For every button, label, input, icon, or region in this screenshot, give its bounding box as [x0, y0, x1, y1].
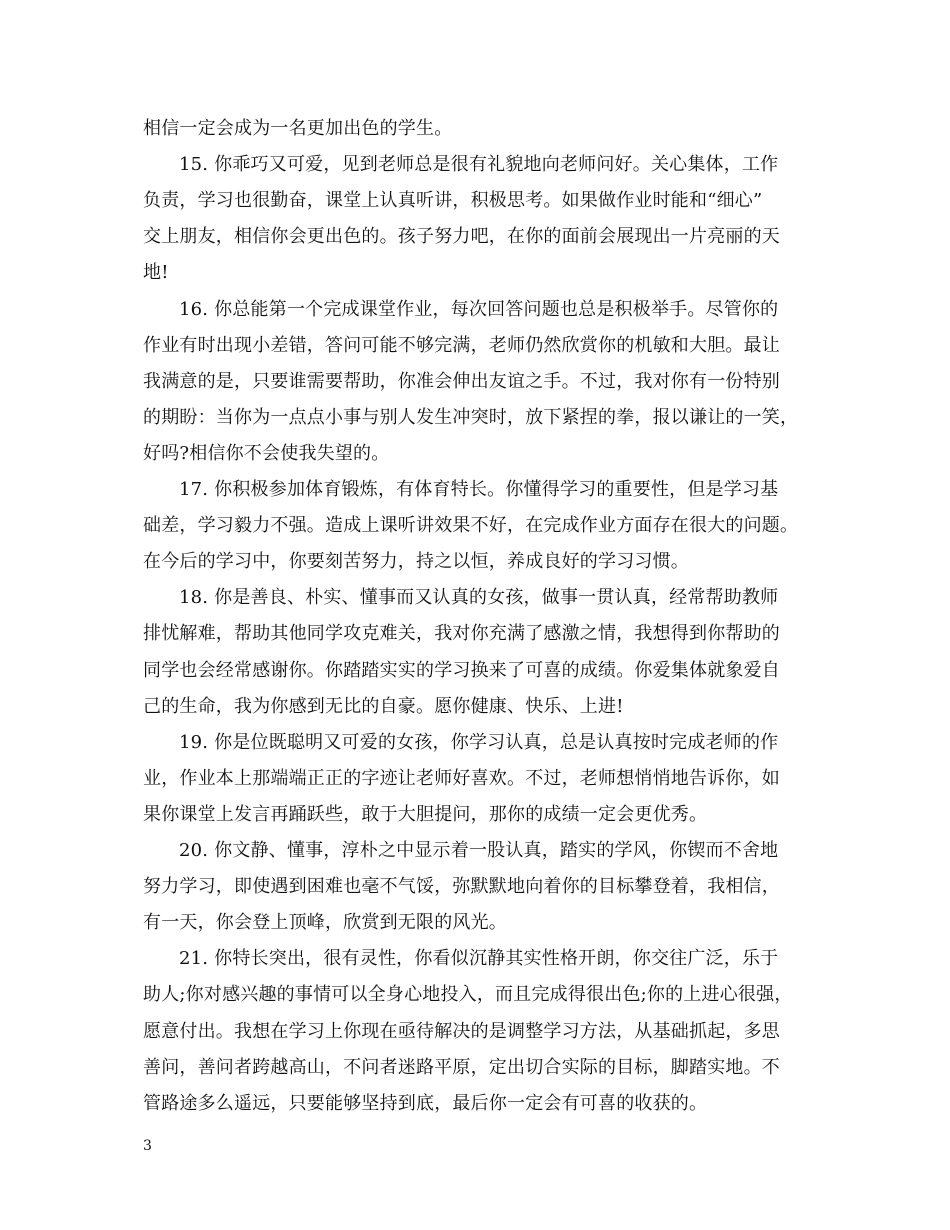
- text-line-4: 交上朋友，相信你会更出色的。孩子努力吧，在你的面前会展现出一片亮丽的天: [143, 226, 780, 248]
- text-line-27: 善问，善问者跨越高山，不问者迷路平原，定出切合实际的目标，脚踏实地。不: [143, 1056, 780, 1078]
- text-line-26: 愿意付出。我想在学习上你现在亟待解决的是调整学习方法，从基础抓起，多思: [143, 1020, 780, 1042]
- text-line-7: 作业有时出现小差错，答问可能不够完满，老师仍然欣赏你的机敏和大胆。最让: [143, 334, 780, 356]
- text-line-21: 20. 你文静、懂事，淳朴之中显示着一股认真，踏实的学风，你锲而不舍地: [179, 840, 779, 861]
- text-line-14: 18. 你是善良、朴实、懂事而又认真的女孩，做事一贯认真，经常帮助教师: [179, 587, 779, 609]
- text-line-10: 好吗?相信你不会使我失望的。: [143, 442, 390, 464]
- text-line-5: 地!: [143, 262, 169, 284]
- text-line-28: 管路途多么遥远，只要能够坚持到底，最后你一定会有可喜的收获的。: [143, 1092, 708, 1114]
- text-line-8: 我满意的是，只要谁需要帮助，你准会伸出友谊之手。不过，我对你有一份特别: [143, 370, 780, 392]
- text-line-12: 础差，学习毅力不强。造成上课听讲效果不好，在完成作业方面存在很大的问题。: [143, 515, 799, 537]
- text-line-25: 助人;你对感兴趣的事情可以全身心地投入，而且完成得很出色;你的上进心很强，: [143, 984, 793, 1006]
- text-line-19: 业，作业本上那端端正正的字迹让老师好喜欢。不过，老师想悄悄地告诉你，如: [143, 767, 780, 789]
- text-line-13: 在今后的学习中，你要刻苦努力，持之以恒，养成良好的学习习惯。: [143, 551, 689, 573]
- page-number: 3: [143, 1138, 152, 1154]
- text-line-1: 相信一定会成为一名更加出色的学生。: [143, 118, 453, 139]
- text-line-3: 负责，学习也很勤奋，课堂上认真听讲，积极思考。如果做作业时能和“细心”: [143, 190, 763, 212]
- text-line-24: 21. 你特长突出，很有灵性，你看似沉静其实性格开朗，你交往广泛，乐于: [179, 948, 779, 970]
- text-line-20: 果你课堂上发言再踊跃些，敢于大胆提问，那你的成绩一定会更优秀。: [143, 803, 708, 825]
- text-line-2: 15. 你乖巧又可爱，见到老师总是很有礼貌地向老师问好。关心集体，工作: [179, 154, 779, 176]
- text-line-15: 排忧解难，帮助其他同学攻克难关，我对你充满了感激之情，我想得到你帮助的: [143, 623, 780, 645]
- text-line-23: 有一天，你会登上顶峰，欣赏到无限的风光。: [143, 912, 507, 934]
- text-line-22: 努力学习，即使遇到困难也毫不气馁，弥默默地向着你的目标攀登着，我相信，: [143, 876, 780, 898]
- text-line-11: 17. 你积极参加体育锻炼，有体育特长。你懂得学习的重要性，但是学习基: [179, 479, 779, 500]
- text-line-6: 16. 你总能第一个完成课堂作业，每次回答问题也总是积极举手。尽管你的: [179, 298, 779, 320]
- text-line-16: 同学也会经常感谢你。你踏踏实实的学习换来了可喜的成绩。你爱集体就象爱自: [143, 659, 780, 681]
- text-line-17: 己的生命，我为你感到无比的自豪。愿你健康、快乐、上进!: [143, 695, 624, 717]
- text-line-9: 的期盼：当你为一点点小事与别人发生冲突时，放下紧捏的拳，报以谦让的一笑，: [143, 406, 799, 428]
- text-line-18: 19. 你是位既聪明又可爱的女孩，你学习认真，总是认真按时完成老师的作: [179, 731, 779, 753]
